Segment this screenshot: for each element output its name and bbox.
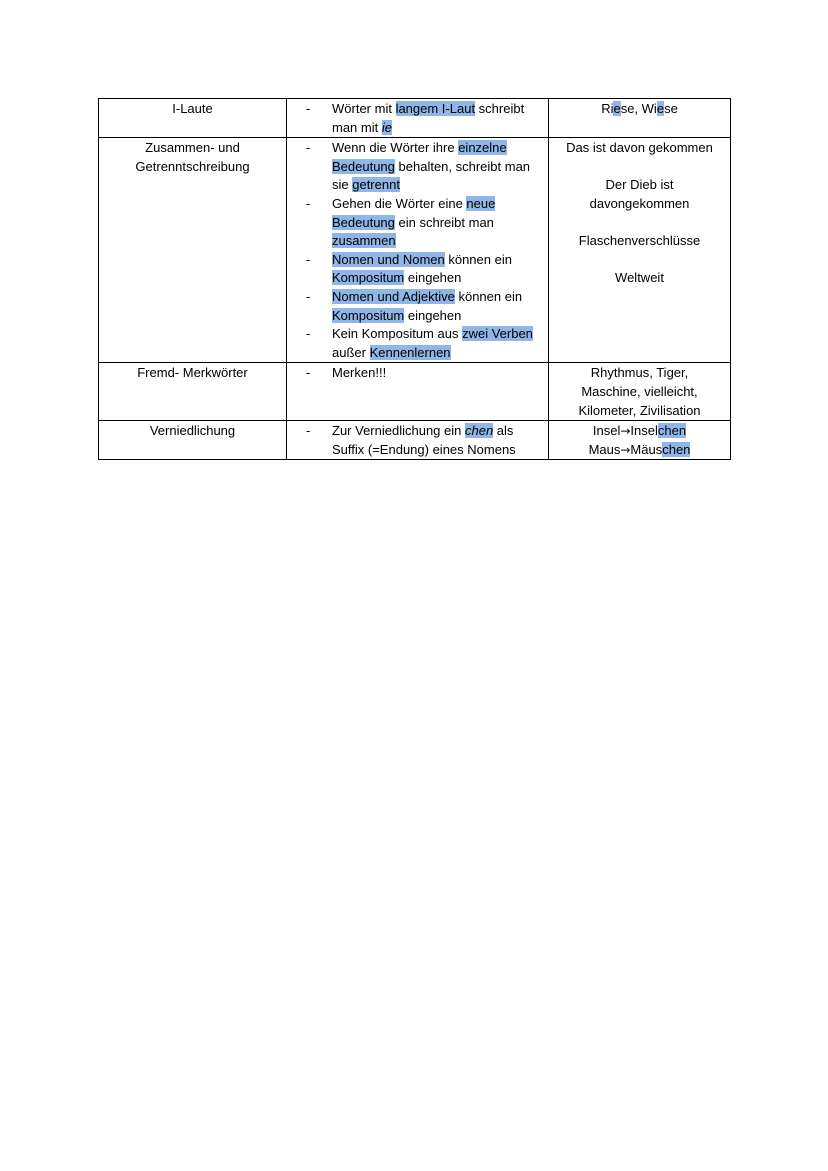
rule-item — [292, 251, 543, 288]
rule-item — [292, 195, 543, 251]
highlighted-text: Kompositum — [332, 307, 405, 323]
text-run: Insel — [630, 423, 658, 439]
rules-cell — [287, 138, 549, 363]
text-run: als Suffix (=Endung) eines Nomens — [332, 423, 516, 457]
example-spacer — [554, 158, 725, 177]
topic-cell-fremd-merkwörter — [99, 363, 287, 421]
text-run: Kein Kompositum aus — [332, 326, 463, 342]
text-run: eingehen — [404, 307, 462, 323]
rule-list — [292, 100, 543, 137]
rule-item — [292, 100, 543, 137]
bullet-dash: - — [306, 365, 311, 381]
table-body — [99, 99, 731, 460]
text-run: se, Wi — [620, 101, 657, 116]
topic-label: Fremd- Merkwörter — [137, 365, 248, 381]
text-run: eingehen — [404, 270, 462, 286]
bullet-dash: - — [306, 101, 311, 116]
text-run: davongekommen — [589, 195, 690, 211]
text-run: Maschine, vielleicht, — [581, 383, 698, 399]
examples-cell — [549, 421, 731, 460]
bullet-dash: - — [306, 195, 311, 211]
bullet-dash: - — [306, 251, 311, 267]
topic-cell-zusammen-und-getrenntschreibung — [99, 138, 287, 363]
highlighted-text: Kompositum — [332, 270, 405, 286]
text-run: Flaschenverschlüsse — [578, 233, 701, 249]
example-line — [554, 269, 725, 288]
rules-cell — [287, 421, 549, 460]
example-line — [554, 139, 725, 158]
highlighted-text: chen — [464, 423, 494, 439]
topic-label: Zusammen- und — [145, 140, 240, 156]
highlighted-text: Kennenlernen — [369, 344, 451, 360]
text-run: können ein — [454, 288, 523, 304]
example-line — [554, 364, 725, 383]
highlighted-text: zwei Verben — [462, 326, 533, 342]
highlighted-text: chen — [657, 423, 687, 439]
example-line — [554, 232, 725, 251]
rule-item — [292, 139, 543, 195]
table-row — [99, 138, 731, 363]
text-run: Insel — [592, 423, 621, 439]
examples-cell — [549, 99, 731, 138]
text-run: Kilometer, Zivilisation — [578, 402, 701, 418]
example-line — [554, 441, 725, 460]
examples-cell — [549, 138, 731, 363]
text-run: Der Dieb ist — [605, 177, 674, 193]
highlighted-text: neue Bedeutung — [332, 195, 496, 230]
bullet-dash: - — [306, 288, 311, 304]
rule-item — [292, 288, 543, 325]
text-run: Gehen die Wörter eine — [332, 195, 467, 211]
highlighted-text: chen — [662, 441, 691, 457]
example-spacer — [554, 214, 725, 233]
rules-cell — [287, 363, 549, 421]
examples-cell — [549, 363, 731, 421]
topic-label: Getrenntschreibung — [135, 158, 250, 174]
topic-label: Verniedlichung — [149, 423, 236, 439]
rule-item — [292, 325, 543, 362]
text-run: Merken!!! — [332, 365, 387, 381]
arrow-icon: → — [620, 424, 631, 439]
highlighted-text: einzelne Bedeutung — [332, 140, 507, 174]
example-line — [554, 176, 725, 195]
text-run: schreibt man mit — [332, 101, 525, 135]
table-row — [99, 421, 731, 460]
spelling-rules-table — [98, 98, 731, 460]
bullet-dash: - — [306, 423, 311, 439]
highlighted-text: Nomen und Nomen — [332, 251, 445, 267]
highlighted-text: e — [613, 101, 621, 116]
example-line — [554, 383, 725, 402]
example-line — [554, 422, 725, 441]
example-spacer — [554, 251, 725, 270]
rule-item — [292, 364, 543, 383]
text-run: Mäus — [630, 441, 663, 457]
example-line — [554, 100, 725, 119]
text-run: behalten, schreibt man sie — [332, 158, 531, 193]
table-row — [99, 363, 731, 421]
text-run: außer — [332, 344, 370, 360]
rule-list — [292, 139, 543, 362]
text-run: Wörter mit — [332, 101, 396, 116]
rules-cell — [287, 99, 549, 138]
text-run: Rhythmus, Tiger, — [590, 365, 689, 381]
text-run: Das ist davon gekommen — [566, 140, 713, 156]
text-run: Ri — [601, 101, 614, 116]
text-run: Zur Verniedlichung ein — [332, 423, 465, 439]
text-run: ein schreibt man — [394, 214, 494, 230]
text-run: Wenn die Wörter ihre — [332, 140, 459, 156]
example-line — [554, 195, 725, 214]
text-run: können ein — [444, 251, 512, 267]
highlighted-text: ie — [381, 119, 392, 135]
topic-label: I-Laute — [172, 101, 213, 116]
rule-list — [292, 422, 543, 459]
text-run: Weltweit — [615, 270, 664, 286]
arrow-icon: → — [620, 442, 631, 457]
highlighted-text: getrennt — [352, 177, 400, 193]
table-row — [99, 99, 731, 138]
rule-item — [292, 422, 543, 459]
example-line — [554, 402, 725, 421]
bullet-dash: - — [306, 326, 311, 342]
highlighted-text: langem I-Laut — [395, 101, 476, 116]
text-run: se — [664, 101, 678, 116]
highlighted-text: e — [656, 101, 665, 116]
highlighted-text: Nomen und Adjektive — [332, 288, 455, 304]
bullet-dash: - — [306, 140, 311, 156]
highlighted-text: zusammen — [332, 233, 396, 249]
rule-list — [292, 364, 543, 383]
text-run: Maus — [588, 441, 621, 457]
topic-cell-i-laute — [99, 99, 287, 138]
topic-cell-verniedlichung — [99, 421, 287, 460]
